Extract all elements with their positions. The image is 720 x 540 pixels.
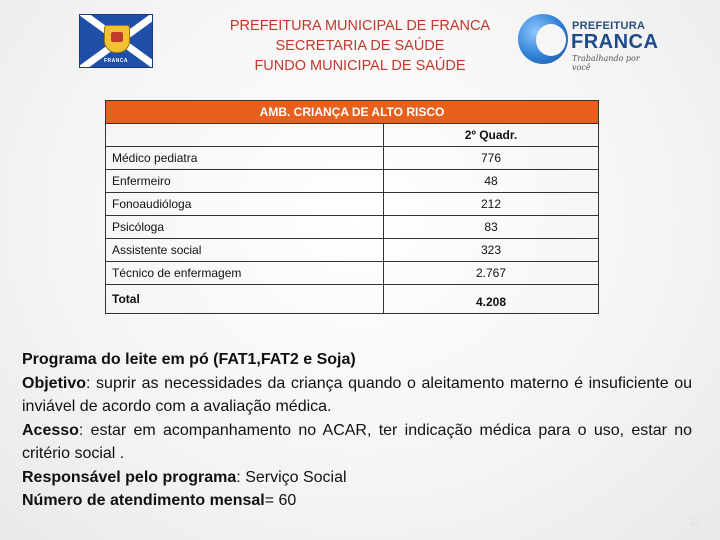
numero-text: = 60 [264, 492, 297, 509]
header-empty-cell [106, 124, 384, 147]
flag-crest-icon [104, 25, 130, 53]
table-row [106, 239, 599, 262]
row-value: 48 [384, 170, 599, 193]
program-description [22, 348, 692, 513]
objetivo-label: Objetivo [22, 374, 87, 392]
table-row [106, 193, 599, 216]
row-label: Enfermeiro [106, 170, 384, 193]
header-line-2: SECRETARIA DE SAÚDE [275, 38, 445, 54]
row-value: 776 [384, 147, 599, 170]
row-label: Médico pediatra [106, 147, 384, 170]
prefeitura-franca-logo [518, 14, 659, 72]
logo-tagline: Trabalhando por você [572, 54, 640, 72]
acesso-label: Acesso [22, 421, 79, 439]
objetivo-text: : suprir as necessidades da criança quando o aleitamento materno é insuficiente ou inviável de acordo com a avaliação médica. [22, 374, 692, 415]
row-value: 323 [384, 239, 599, 262]
table-total-row [106, 285, 599, 314]
acesso-paragraph [22, 419, 692, 466]
table-header-row [106, 124, 599, 147]
row-value: 212 [384, 193, 599, 216]
responsavel-label: Responsável pelo programa [22, 468, 237, 486]
header-title [200, 16, 520, 76]
row-label: Fonoaudióloga [106, 193, 384, 216]
total-value: 4.208 [384, 285, 599, 314]
logo-top-text: PREFEITURA [572, 20, 646, 32]
column-header: 2º Quadr. [384, 124, 599, 147]
header-line-3: FUNDO MUNICIPAL DE SAÚDE [254, 58, 466, 74]
row-label: Técnico de enfermagem [106, 262, 384, 285]
numero-label: Número de atendimento mensal [22, 492, 265, 509]
row-label: Psicóloga [106, 216, 384, 239]
responsavel-text: : Serviço Social [236, 468, 347, 486]
table-row [106, 170, 599, 193]
flag-text: FRANCA [103, 58, 129, 64]
table-caption: AMB. CRIANÇA DE ALTO RISCO [106, 101, 599, 124]
row-value: 83 [384, 216, 599, 239]
page-number: 15 [688, 517, 700, 528]
numero-paragraph [22, 489, 692, 513]
row-label: Assistente social [106, 239, 384, 262]
header-line-1: PREFEITURA MUNICIPAL DE FRANCA [229, 18, 491, 34]
responsavel-paragraph [22, 466, 692, 490]
row-value: 2.767 [384, 262, 599, 285]
table-row [106, 262, 599, 285]
staff-table [105, 100, 599, 314]
table-row [106, 147, 599, 170]
table-caption-row [106, 101, 599, 124]
logo-circle-icon [518, 14, 568, 64]
program-title: Programa do leite em pó (FAT1,FAT2 e Soja) [22, 351, 356, 368]
franca-flag-logo [79, 14, 153, 68]
table-row [106, 216, 599, 239]
objetivo-paragraph [22, 372, 692, 419]
total-label: Total [106, 285, 384, 314]
logo-main-text: FRANCA [571, 31, 659, 53]
acesso-text: : estar em acompanhamento no ACAR, ter indicação médica para o uso, estar no critério social . [22, 421, 692, 462]
